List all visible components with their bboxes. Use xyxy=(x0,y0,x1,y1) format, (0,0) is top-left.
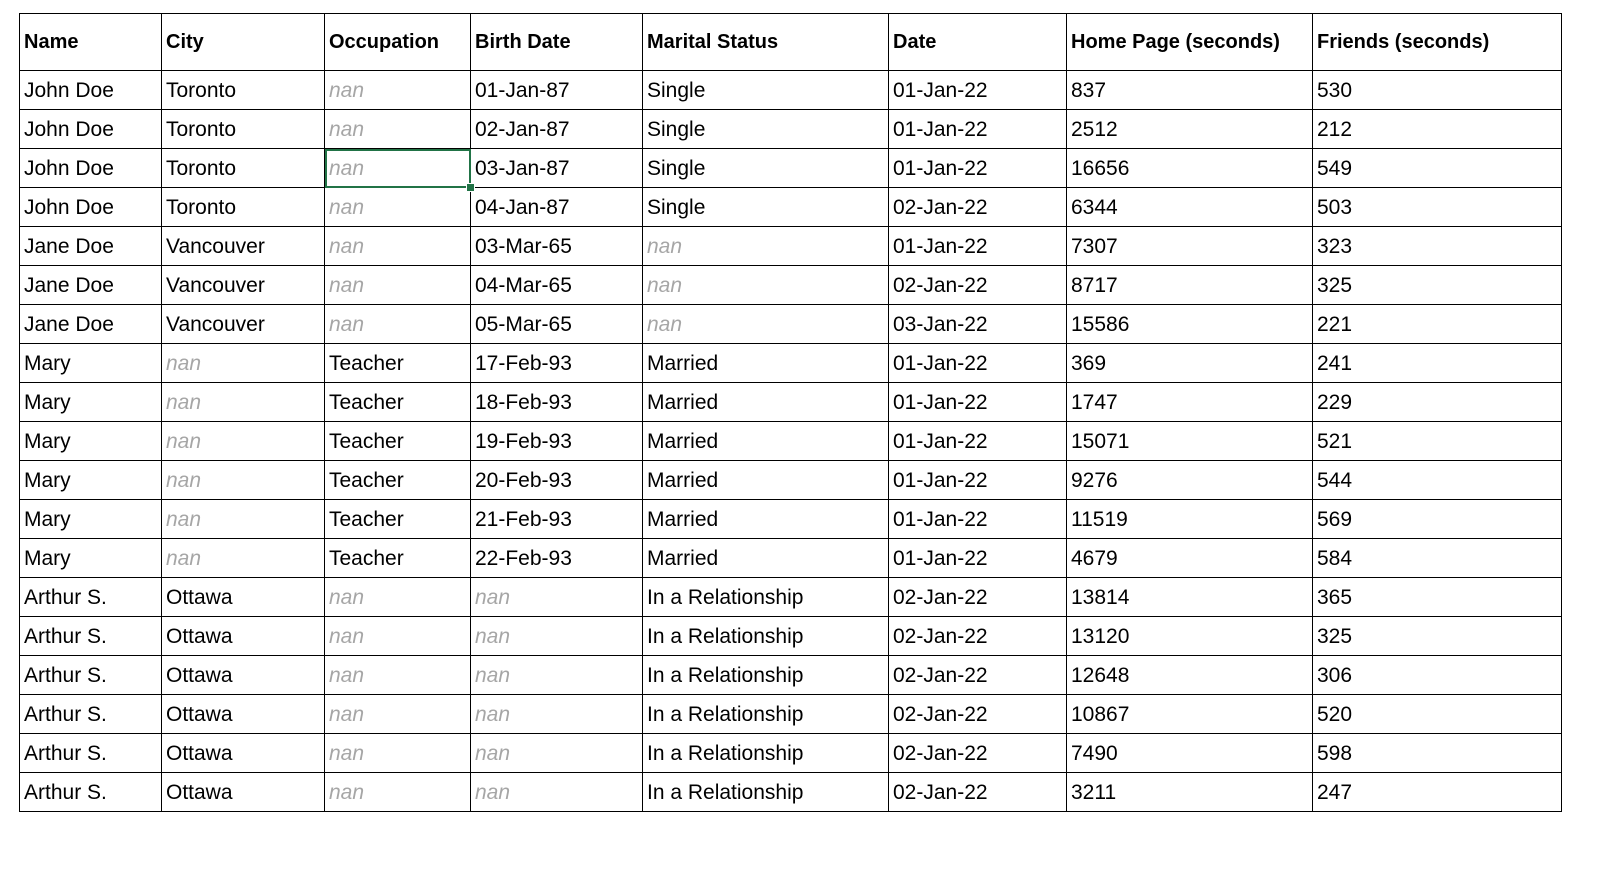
cell-occupation[interactable]: Teacher xyxy=(325,539,471,578)
cell-occupation[interactable]: nan xyxy=(325,227,471,266)
cell-occupation[interactable]: Teacher xyxy=(325,461,471,500)
cell-home-page-seconds[interactable]: 15071 xyxy=(1067,422,1313,461)
cell-friends-seconds[interactable]: 325 xyxy=(1313,266,1562,305)
cell-marital-status[interactable]: nan xyxy=(643,305,889,344)
table-row xyxy=(20,344,1562,383)
cell-occupation[interactable]: nan xyxy=(325,71,471,110)
cell-date[interactable]: 01-Jan-22 xyxy=(889,110,1067,149)
cell-date[interactable]: 01-Jan-22 xyxy=(889,71,1067,110)
column-header-date[interactable]: Date xyxy=(889,14,1067,71)
cell-city[interactable]: Vancouver xyxy=(162,227,325,266)
cell-home-page-seconds[interactable]: 12648 xyxy=(1067,656,1313,695)
cell-birth-date[interactable]: nan xyxy=(471,656,643,695)
table-row xyxy=(20,773,1562,812)
column-header-friends-seconds[interactable]: Friends (seconds) xyxy=(1313,14,1562,71)
cell-name[interactable]: John Doe xyxy=(20,110,162,149)
cell-friends-seconds[interactable]: 544 xyxy=(1313,461,1562,500)
cell-name[interactable]: Arthur S. xyxy=(20,773,162,812)
cell-date[interactable]: 02-Jan-22 xyxy=(889,266,1067,305)
table-row xyxy=(20,266,1562,305)
cell-friends-seconds[interactable]: 521 xyxy=(1313,422,1562,461)
cell-city[interactable]: Ottawa xyxy=(162,578,325,617)
cell-friends-seconds[interactable]: 549 xyxy=(1313,149,1562,188)
cell-birth-date[interactable]: 05-Mar-65 xyxy=(471,305,643,344)
table-row xyxy=(20,110,1562,149)
cell-marital-status[interactable]: In a Relationship xyxy=(643,734,889,773)
cell-marital-status[interactable]: In a Relationship xyxy=(643,617,889,656)
table-row xyxy=(20,227,1562,266)
cell-city[interactable]: Vancouver xyxy=(162,305,325,344)
cell-home-page-seconds[interactable]: 10867 xyxy=(1067,695,1313,734)
cell-city[interactable]: nan xyxy=(162,383,325,422)
spreadsheet xyxy=(19,13,1562,812)
table-row xyxy=(20,734,1562,773)
cell-date[interactable]: 02-Jan-22 xyxy=(889,773,1067,812)
cell-name[interactable]: Mary xyxy=(20,500,162,539)
cell-home-page-seconds[interactable]: 13120 xyxy=(1067,617,1313,656)
cell-marital-status[interactable]: Married xyxy=(643,539,889,578)
cell-city[interactable]: Ottawa xyxy=(162,695,325,734)
cell-home-page-seconds[interactable]: 7307 xyxy=(1067,227,1313,266)
cell-name[interactable]: John Doe xyxy=(20,188,162,227)
cell-occupation[interactable]: Teacher xyxy=(325,344,471,383)
cell-marital-status[interactable]: Married xyxy=(643,344,889,383)
cell-marital-status[interactable]: Single xyxy=(643,188,889,227)
cell-marital-status[interactable]: Single xyxy=(643,110,889,149)
cell-birth-date[interactable]: 17-Feb-93 xyxy=(471,344,643,383)
cell-friends-seconds[interactable]: 325 xyxy=(1313,617,1562,656)
cell-home-page-seconds[interactable]: 7490 xyxy=(1067,734,1313,773)
table-row xyxy=(20,656,1562,695)
cell-city[interactable]: Toronto xyxy=(162,188,325,227)
cell-date[interactable]: 02-Jan-22 xyxy=(889,656,1067,695)
cell-birth-date[interactable]: 20-Feb-93 xyxy=(471,461,643,500)
column-header-home-page-seconds[interactable]: Home Page (seconds) xyxy=(1067,14,1313,71)
cell-birth-date[interactable]: nan xyxy=(471,773,643,812)
cell-friends-seconds[interactable]: 520 xyxy=(1313,695,1562,734)
cell-city[interactable]: Toronto xyxy=(162,71,325,110)
cell-occupation[interactable]: nan xyxy=(325,266,471,305)
cell-birth-date[interactable]: nan xyxy=(471,734,643,773)
cell-birth-date[interactable]: 19-Feb-93 xyxy=(471,422,643,461)
table-body xyxy=(20,71,1562,812)
table-row xyxy=(20,383,1562,422)
table-row xyxy=(20,578,1562,617)
cell-city[interactable]: nan xyxy=(162,461,325,500)
cell-name[interactable]: Arthur S. xyxy=(20,617,162,656)
cell-occupation[interactable]: Teacher xyxy=(325,383,471,422)
column-header-birth-date[interactable]: Birth Date xyxy=(471,14,643,71)
cell-friends-seconds[interactable]: 503 xyxy=(1313,188,1562,227)
cell-city[interactable]: nan xyxy=(162,344,325,383)
cell-name[interactable]: Arthur S. xyxy=(20,695,162,734)
cell-date[interactable]: 01-Jan-22 xyxy=(889,422,1067,461)
cell-home-page-seconds[interactable]: 8717 xyxy=(1067,266,1313,305)
cell-home-page-seconds[interactable]: 11519 xyxy=(1067,500,1313,539)
cell-city[interactable]: Ottawa xyxy=(162,773,325,812)
cell-name[interactable]: John Doe xyxy=(20,71,162,110)
table-row xyxy=(20,617,1562,656)
table-row xyxy=(20,461,1562,500)
cell-date[interactable]: 02-Jan-22 xyxy=(889,578,1067,617)
cell-occupation[interactable]: Teacher xyxy=(325,422,471,461)
cell-name[interactable]: Mary xyxy=(20,422,162,461)
cell-city[interactable]: Toronto xyxy=(162,110,325,149)
header-row xyxy=(20,14,1562,71)
cell-home-page-seconds[interactable]: 2512 xyxy=(1067,110,1313,149)
cell-friends-seconds[interactable]: 569 xyxy=(1313,500,1562,539)
cell-name[interactable]: Arthur S. xyxy=(20,656,162,695)
cell-friends-seconds[interactable]: 530 xyxy=(1313,71,1562,110)
cell-birth-date[interactable]: 01-Jan-87 xyxy=(471,71,643,110)
cell-date[interactable]: 03-Jan-22 xyxy=(889,305,1067,344)
cell-name[interactable]: Jane Doe xyxy=(20,305,162,344)
cell-name[interactable]: Jane Doe xyxy=(20,227,162,266)
table-row xyxy=(20,71,1562,110)
cell-occupation[interactable]: nan xyxy=(325,617,471,656)
cell-friends-seconds[interactable]: 584 xyxy=(1313,539,1562,578)
table-row xyxy=(20,422,1562,461)
cell-friends-seconds[interactable]: 221 xyxy=(1313,305,1562,344)
cell-birth-date[interactable]: 22-Feb-93 xyxy=(471,539,643,578)
cell-occupation[interactable]: Teacher xyxy=(325,500,471,539)
cell-friends-seconds[interactable]: 323 xyxy=(1313,227,1562,266)
cell-marital-status[interactable]: Married xyxy=(643,422,889,461)
cell-home-page-seconds[interactable]: 3211 xyxy=(1067,773,1313,812)
cell-marital-status[interactable]: In a Relationship xyxy=(643,773,889,812)
cell-birth-date[interactable]: 21-Feb-93 xyxy=(471,500,643,539)
cell-birth-date[interactable]: 02-Jan-87 xyxy=(471,110,643,149)
cell-name[interactable]: Arthur S. xyxy=(20,734,162,773)
table-row xyxy=(20,149,1562,188)
column-header-name[interactable]: Name xyxy=(20,14,162,71)
cell-home-page-seconds[interactable]: 9276 xyxy=(1067,461,1313,500)
table-row xyxy=(20,305,1562,344)
table-row xyxy=(20,500,1562,539)
cell-date[interactable]: 01-Jan-22 xyxy=(889,383,1067,422)
cell-occupation[interactable]: nan xyxy=(325,188,471,227)
cell-home-page-seconds[interactable]: 369 xyxy=(1067,344,1313,383)
cell-city[interactable]: nan xyxy=(162,500,325,539)
cell-friends-seconds[interactable]: 598 xyxy=(1313,734,1562,773)
cell-friends-seconds[interactable]: 247 xyxy=(1313,773,1562,812)
cell-date[interactable]: 01-Jan-22 xyxy=(889,539,1067,578)
cell-name[interactable]: Jane Doe xyxy=(20,266,162,305)
cell-birth-date[interactable]: 18-Feb-93 xyxy=(471,383,643,422)
cell-occupation[interactable]: nan xyxy=(325,578,471,617)
selected-cell-occupation[interactable]: nan xyxy=(325,149,471,188)
cell-home-page-seconds[interactable]: 15586 xyxy=(1067,305,1313,344)
cell-date[interactable]: 02-Jan-22 xyxy=(889,617,1067,656)
cell-marital-status[interactable]: nan xyxy=(643,266,889,305)
cell-home-page-seconds[interactable]: 16656 xyxy=(1067,149,1313,188)
cell-occupation[interactable]: nan xyxy=(325,734,471,773)
cell-birth-date[interactable]: 03-Mar-65 xyxy=(471,227,643,266)
cell-marital-status[interactable]: Married xyxy=(643,500,889,539)
cell-birth-date[interactable]: 03-Jan-87 xyxy=(471,149,643,188)
cell-city[interactable]: Vancouver xyxy=(162,266,325,305)
cell-name[interactable]: Arthur S. xyxy=(20,578,162,617)
cell-name[interactable]: John Doe xyxy=(20,149,162,188)
cell-name[interactable]: Mary xyxy=(20,383,162,422)
cell-birth-date[interactable]: 04-Mar-65 xyxy=(471,266,643,305)
cell-birth-date[interactable]: nan xyxy=(471,695,643,734)
cell-date[interactable]: 02-Jan-22 xyxy=(889,734,1067,773)
cell-date[interactable]: 01-Jan-22 xyxy=(889,149,1067,188)
cell-city[interactable]: Ottawa xyxy=(162,656,325,695)
cell-friends-seconds[interactable]: 306 xyxy=(1313,656,1562,695)
cell-city[interactable]: Ottawa xyxy=(162,734,325,773)
cell-name[interactable]: Mary xyxy=(20,539,162,578)
cell-marital-status[interactable]: Single xyxy=(643,149,889,188)
cell-city[interactable]: Ottawa xyxy=(162,617,325,656)
cell-home-page-seconds[interactable]: 13814 xyxy=(1067,578,1313,617)
cell-birth-date[interactable]: 04-Jan-87 xyxy=(471,188,643,227)
column-header-occupation[interactable]: Occupation xyxy=(325,14,471,71)
cell-name[interactable]: Mary xyxy=(20,344,162,383)
data-table xyxy=(19,13,1562,812)
cell-occupation[interactable]: nan xyxy=(325,305,471,344)
cell-city[interactable]: nan xyxy=(162,422,325,461)
cell-marital-status[interactable]: In a Relationship xyxy=(643,578,889,617)
cell-marital-status[interactable]: In a Relationship xyxy=(643,656,889,695)
column-header-city[interactable]: City xyxy=(162,14,325,71)
column-header-marital-status[interactable]: Marital Status xyxy=(643,14,889,71)
cell-home-page-seconds[interactable]: 1747 xyxy=(1067,383,1313,422)
cell-marital-status[interactable]: Married xyxy=(643,461,889,500)
cell-date[interactable]: 01-Jan-22 xyxy=(889,344,1067,383)
cell-date[interactable]: 02-Jan-22 xyxy=(889,695,1067,734)
cell-date[interactable]: 01-Jan-22 xyxy=(889,461,1067,500)
cell-marital-status[interactable]: Single xyxy=(643,71,889,110)
cell-friends-seconds[interactable]: 229 xyxy=(1313,383,1562,422)
cell-date[interactable]: 02-Jan-22 xyxy=(889,188,1067,227)
cell-friends-seconds[interactable]: 212 xyxy=(1313,110,1562,149)
cell-friends-seconds[interactable]: 365 xyxy=(1313,578,1562,617)
cell-marital-status[interactable]: In a Relationship xyxy=(643,695,889,734)
cell-home-page-seconds[interactable]: 4679 xyxy=(1067,539,1313,578)
cell-friends-seconds[interactable]: 241 xyxy=(1313,344,1562,383)
table-row xyxy=(20,695,1562,734)
cell-birth-date[interactable]: nan xyxy=(471,578,643,617)
cell-occupation[interactable]: nan xyxy=(325,695,471,734)
cell-city[interactable]: Toronto xyxy=(162,149,325,188)
cell-birth-date[interactable]: nan xyxy=(471,617,643,656)
table-row xyxy=(20,188,1562,227)
cell-date[interactable]: 01-Jan-22 xyxy=(889,500,1067,539)
cell-home-page-seconds[interactable]: 837 xyxy=(1067,71,1313,110)
cell-city[interactable]: nan xyxy=(162,539,325,578)
cell-home-page-seconds[interactable]: 6344 xyxy=(1067,188,1313,227)
cell-marital-status[interactable]: nan xyxy=(643,227,889,266)
cell-marital-status[interactable]: Married xyxy=(643,383,889,422)
cell-occupation[interactable]: nan xyxy=(325,656,471,695)
cell-occupation[interactable]: nan xyxy=(325,773,471,812)
cell-date[interactable]: 01-Jan-22 xyxy=(889,227,1067,266)
cell-occupation[interactable]: nan xyxy=(325,110,471,149)
cell-name[interactable]: Mary xyxy=(20,461,162,500)
table-row xyxy=(20,539,1562,578)
